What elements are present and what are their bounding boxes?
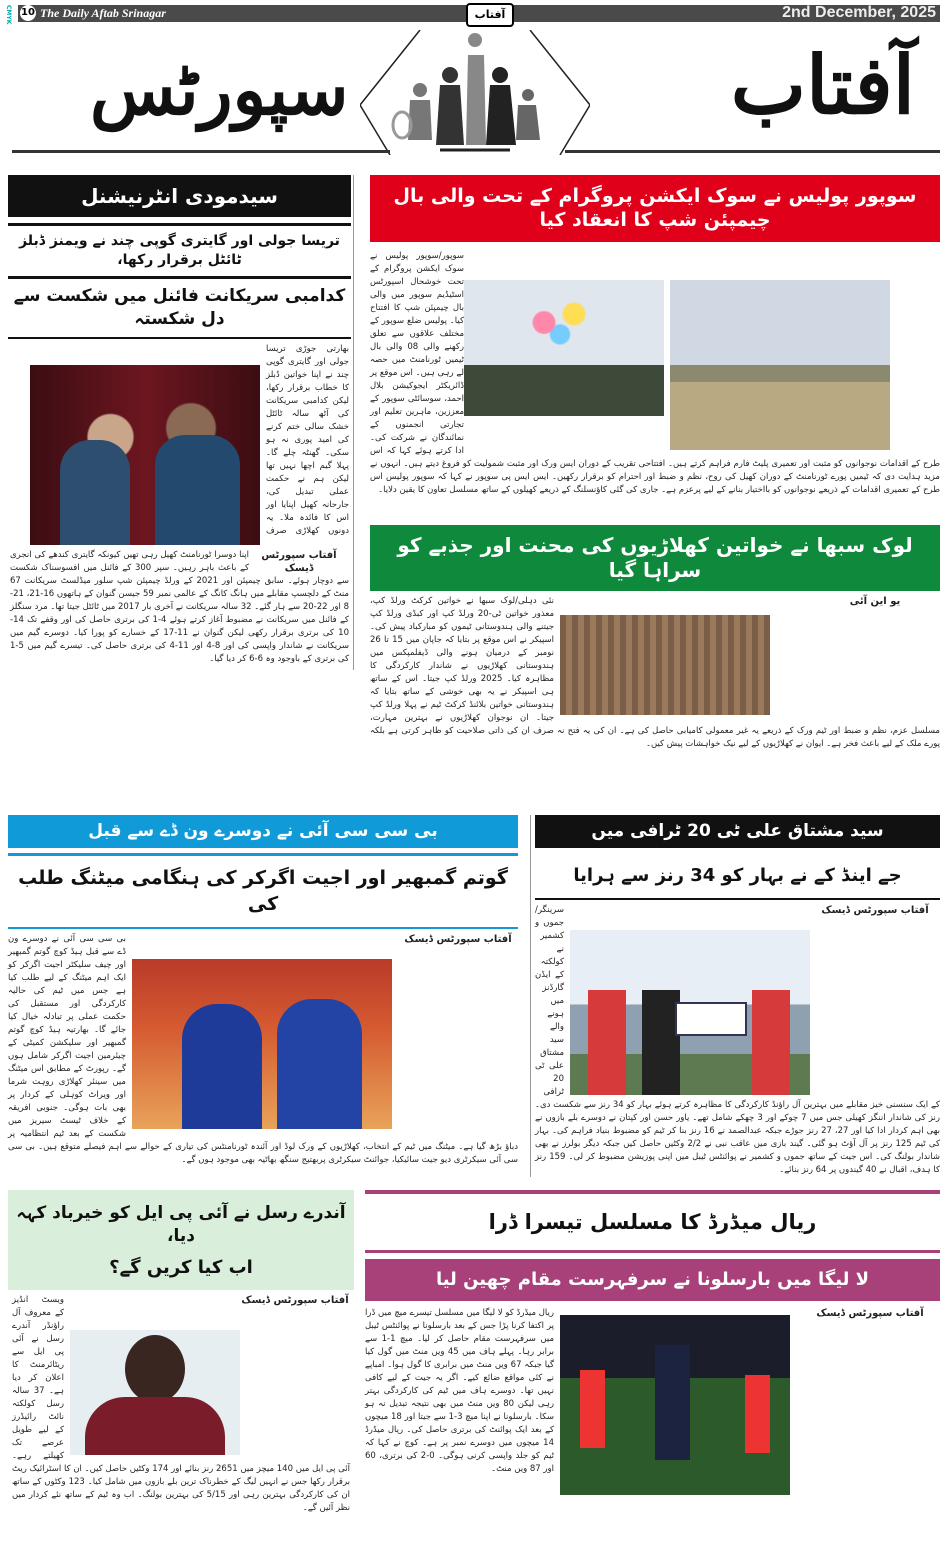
article-body: بی سی سی آئی نے دوسرے ون ڈے سے قبل ہیڈ کوچ گوتم گمبھیر اور چیف سلیکٹر اجیت اگرکر کو ایک اہم میٹنگ کے لیے طلب کیا ہے جس میں ٹیم کی حالیہ کارکردگی اور مستقبل کی حکمت عملی پر تبادلہ خیال کیا جائے گا۔ بھارتیہ ہیڈ کوچ گوتم گمبھیر اور سلیکشن کمیٹی کے چیئرمین اجیت اگرکر شامل ہوں گے۔ رپورٹ کے مطابق اس میٹنگ میں سینئر کھلاڑی روہت شرما اور ویراٹ کوہلی کے کردار پر بھی بات ہوگی۔ جنوبی افریقہ کے خلاف ٹیسٹ سیریز میں شکست کے بعد ٹیم انتظامیہ پر دباؤ بڑھ گیا ہے۔ میٹنگ میں ٹیم کے انتخاب، کھلاڑیوں کے ورک لوڈ اور آئندہ ٹورنامنٹس کی تیاری کے حوالے سے اہم فیصلے متوقع ہیں۔ بی سی سی آئی سیکرٹری دیو جیت سائیکیا، جوائنٹ سیکرٹری پربھتیج سنگھ بھاٹیہ بھی موجود ہوں گے۔ [8, 934, 518, 1166]
sports-figures-emblem [360, 30, 590, 155]
paper-name: The Daily Aftab Srinagar [40, 6, 166, 20]
gambhir-agarkar-photo [132, 959, 392, 1129]
headline-banner: سوپور پولیس نے سوک ایکشن پروگرام کے تحت والی بال چیمپئن شپ کا انعقاد کیا [370, 175, 940, 242]
section-banner: بی سی سی آئی نے دوسرے ون ڈے سے قبل [8, 815, 518, 848]
story-lok-sabha [370, 525, 940, 751]
byline: آفتاب سپورٹس ڈیسک [821, 905, 929, 917]
masthead-rule-left [12, 150, 390, 153]
headline: جے اینڈ کے نے بہار کو 34 رنز سے ہرایا [573, 865, 902, 886]
story-syed-modi [8, 175, 354, 670]
byline: آفتاب سپورٹس ڈیسک [261, 549, 337, 574]
section-banner: سید مشتاق علی ٹی 20 ٹرافی میں [535, 815, 940, 848]
page-number: 10 [20, 5, 36, 21]
story-real-madrid [365, 1190, 940, 1499]
masthead-aftab: آفتاب [730, 38, 915, 132]
paper-logo: آفتاب [466, 3, 514, 27]
section-banner: سیدمودی انٹرنیشنل [8, 175, 351, 217]
byline: آفتاب سپورٹس ڈیسک [816, 1308, 924, 1320]
story-jk-bihar [530, 815, 940, 1177]
byline: آفتاب سپورٹس ڈیسک [404, 934, 512, 946]
top-bar [18, 5, 940, 22]
article-body: نئی دہلی/لوک سبھا نے خواتین کرکٹ ورلڈ کپ، معذور خواتین ٹی-20 ورلڈ کپ اور کبڈی ورلڈ کپ جیتنے والی ہندوستانی ٹیموں کو مبارکباد پیش کی۔ اسپیکر نے اس موقع پر بتایا کہ جاپان میں 15 تا 26 نومبر کے درمیان ہونے والی ڈیفلمپکس میں ہندوستانی کھلاڑیوں نے شاندار کارکردگی کا مظاہرہ کیا۔ 2025 ورلڈ کپ جیتا۔ اس کے ساتھ ہی اسپیکر نے یہ بھی خوشی کے ساتھ بتایا کہ ہندوستانی خواتین بلائنڈ کرکٹ ٹیم نے پہلا ورلڈ کپ جیتا۔ ان نوجوان کھلاڑیوں نے بہترین مہارت، مسلسل عزم، نظم و ضبط اور ٹیم ورک کے ذریعے یہ غیر معمولی کامیابی حاصل کی ہے۔ ان کی یہ فتح نہ صرف ان کی ذاتی صلاحیت کو ظاہر کرتی ہے بلکہ پورے ملک کے لیے باعث فخر ہے۔ ایوان نے کھلاڑیوں کے لیے نیک خواہشات پیش کیں۔ [370, 596, 940, 749]
subheadline: اب کیا کریں گے؟ [109, 1256, 253, 1278]
article-body: ویسٹ انڈیز کے معروف آل راؤنڈر آندرے رسل نے آئی پی ایل سے ریٹائرمنٹ کا اعلان کر دیا ہے۔ 37 سالہ رسل کولکتہ نائٹ رائیڈرز کے لیے طویل عرصے تک کھیلتے رہے۔ آئی پی ایل میں 140 میچز میں 2651 رنز بنائے اور 174 وکٹیں حاصل کیں۔ ان کا اسٹرائیک ریٹ برقرار رکھا جس نے انہیں لیگ کے خطرناک ترین بلے بازوں میں شامل کیا۔ 123 وکٹوں کے ساتھ ان کی کارکردگی بہترین رہی اور 5/15 کی بہترین بولنگ۔ اب وہ ٹیم کے ساتھ نئے کردار میں نظر آئیں گے۔ [12, 1295, 350, 1514]
headline-banner: لوک سبھا نے خواتین کھلاڑیوں کی محنت اور جذبے کو سراہا گیا [370, 525, 940, 591]
player-of-match-photo [570, 930, 810, 1095]
andre-russell-photo [70, 1330, 240, 1455]
masthead-sports: سپورٹس [90, 48, 349, 131]
story-andre-russell [8, 1190, 354, 1519]
byline: آفتاب سپورٹس ڈیسک [241, 1295, 349, 1307]
lok-sabha-chamber-photo [560, 615, 770, 715]
byline: یو این آئی [849, 596, 901, 607]
cmyk-marks: CMYK [5, 5, 12, 25]
story-gambhir-agarkar [8, 815, 518, 1167]
article-body: سوپور/سوپور پولیس نے سوک ایکشن پروگرام کے تحت خوشحال اسپورٹس اسٹیڈیم سوپور میں والی بال چیمپئن شپ کا افتتاح کیا۔ پولیس ضلع سوپور کے مختلف علاقوں سے تعلق رکھنے والی 08 والی بال ٹیمیں ٹورنامنٹ میں حصہ لے رہی ہیں۔ اس موقع پر ڈائریکٹر ایجوکیشن بلال احمد، سوسائٹی سوپور کے معززین، ماہرین تعلیم اور تجارتی انجمنوں کے نمائندگان نے شرکت کی۔ ادا کرتے ہوئے کہا کہ اس طرح کے اقدامات نوجوانوں کو مثبت اور تعمیری پلیٹ فارم فراہم کرتے ہیں۔ افتتاحی تقریب کے دوران ایس ورک اور مثبت شمولیت کو فروغ دیتے ہیں۔ انہوں نے مزید ہدایت دی کہ ٹیمیں پورے ٹورنامنٹ کے دوران کھیل کی روح، نظم و ضبط اور احترام کو برقرار رکھیں۔ ایس ایس پی سوپور نے کہا کہ سوپور پولیس اس طرح کے تعمیری اقدامات کے ذریعے نوجوانوں کو بااختیار بنانے کے لیے پرعزم ہے۔ جاری کی گئی کاؤنسلنگ کے ذریعے کھیلوں کے ساتھ مسلسل تعاون کا یقین دلایا۔ [370, 251, 940, 495]
football-match-photo [560, 1315, 790, 1495]
badminton-players-photo [30, 365, 260, 545]
masthead-rule-right [565, 150, 940, 153]
article-body: ریال میڈرڈ کو لا لیگا میں مسلسل تیسرے میچ میں ڈرا پر اکتفا کرنا پڑا جس کے بعد بارسلونا نے پوائنٹس ٹیبل میں سرفہرست مقام حاصل کر لیا۔ میچ 1-1 سے برابر رہا۔ پہلے ہاف میں 45 ویں منٹ میں گول کیا گیا جبکہ 67 ویں منٹ میں برابری کا گول ہوا۔ امباپے نے کئی مواقع ضائع کیے۔ اگر یہ جیت کے لیے کافی نہیں تھا۔ دوسرے ہاف میں ٹیم کی کارکردگی بہتر رہی لیکن 80 ویں منٹ میں بھی نتیجہ تبدیل نہ ہو سکا۔ بارسلونا نے اپنا میچ 3-1 سے جیتا اور 18 میچوں کے بعد ایک پوائنٹ کی برتری حاصل کی۔ ریال میڈرڈ 14 میچوں میں دوسرے نمبر پر ہے۔ کوچ نے کہا کہ ٹیم کو جلد واپسی کرنی ہوگی۔ 0-2 کی برتری، 60 اور 87 ویں منٹ۔ [365, 1308, 554, 1475]
story-sopore-volleyball [370, 175, 940, 497]
article-body: سرینگر/جموں و کشمیر نے کولکتہ کے ایڈن گارڈنز میں ہونے والے سید مشتاق علی ٹی 20 ٹرافی کے ایک سنسنی خیز مقابلے میں بہترین آل راؤنڈ کارکردگی کا مظاہرہ کرتے ہوئے بہار کو 34 رنز سے شکست دی۔ رنز کی شاندار اننگز کھیلی جس میں 7 چوکے اور 3 چھکے شامل تھے۔ یاور حسن اور کپتان نے دوسرے بلے بازوں نے بھی اہم کردار ادا کیا اور 27، 27 رنز جوڑے جبکہ عبدالصمد نے 16 رنز بنا کر ٹیم کو مضبوط بنیاد فراہم کی۔ بہار کی ٹیم 125 رنز پر آل آؤٹ ہو گئی۔ گیند بازی میں عاقب نبی نے 2/2 وکٹیں حاصل کیں جبکہ دیگر بولرز نے بھی شاندار بولنگ کی۔ اس جیت کے ساتھ جموں و کشمیر نے پوائنٹس ٹیبل میں اپنی پوزیشن مضبوط کر لی۔ 159 رنز کا ہدف، اقبال نے 40 گیندوں پر 64 رنز بنائے۔ [535, 905, 940, 1176]
subheadline: کدامبی سریکانت فائنل میں شکست سے دل شکستہ [13, 285, 346, 329]
issue-date: 2nd December, 2025 [782, 4, 936, 21]
balloons-ceremony-photo [464, 280, 664, 450]
masthead [0, 25, 945, 155]
headline: آندرے رسل نے آئی پی ایل کو خیرباد کہہ دیا، [16, 1203, 346, 1246]
section-banner: لا لیگا میں بارسلونا نے سرفہرست مقام چھین لیا [365, 1259, 940, 1301]
article-body: بھارتی جوڑی تریسا جولی اور گایتری گوپی چند نے اپنا خواتین ڈبلز کا خطاب برقرار رکھا، لیکن کدامبی سریکانت کی آٹھ سالہ ٹائٹل خشک سالی ختم کرنے کی امید پوری نہ ہو سکی۔ گھنٹہ چلے گا۔ پہلا گیم اچھا نہیں تھا لیکن ہم نے حکمت عملی تبدیل کی، جارحانہ کھیل اپنایا اور اس کا فائدہ ملا۔ یہ دونوں کھلاڑی صرف اپنا دوسرا ٹورنامنٹ کھیل رہی تھیں کیونکہ گایتری کندھے کی انجری کے باعث باہر رہیں۔ سپر 300 کے فائنل میں افسوسناک شکست سے دوچار ہوئے۔ سابق چیمپئن اور 2021 کے ورلڈ چیمپئن شپ سلور میڈلسٹ سریکانت 67 منٹ کے دلچسپ مقابلے میں ہانگ کانگ کے عالمی نمبر 59 جیسن گنوان کے ہاتھوں 16-21، 21-8 اور 22-20 سے ہار گئے۔ 32 سالہ سریکانت نے آخری بار 2017 میں ٹائٹل جیتا تھا۔ مرد سنگلز کے فائنل میں سریکانت نے مضبوط آغاز کرتے ہوئے 4-1 کی برتری حاصل کی اور وقفے تک 14-10 کی برتری برقرار رکھی لیکن گنوان نے 11-17 کے خسارے کو پورا کیا۔ دوسرے گیم میں سریکانت نے شاندار واپسی کی اور 8-4 اور 11-4 کی برتری حاصل کی۔ تیسرے گیم میں 5-1 کی برتری کے باوجود وہ 6-6 کر دیا گیا۔ [10, 343, 349, 664]
volleyball-match-photo [670, 280, 890, 450]
headline: تریسا جولی اور گایتری گوپی چند نے ویمنز ڈبلز ٹائٹل برقرار رکھا، [19, 233, 340, 268]
headline: ریال میڈرڈ کا مسلسل تیسرا ڈرا [488, 1210, 817, 1234]
headline: گوتم گمبھیر اور اجیت اگرکر کی ہنگامی میٹنگ طلب کی [18, 867, 508, 915]
